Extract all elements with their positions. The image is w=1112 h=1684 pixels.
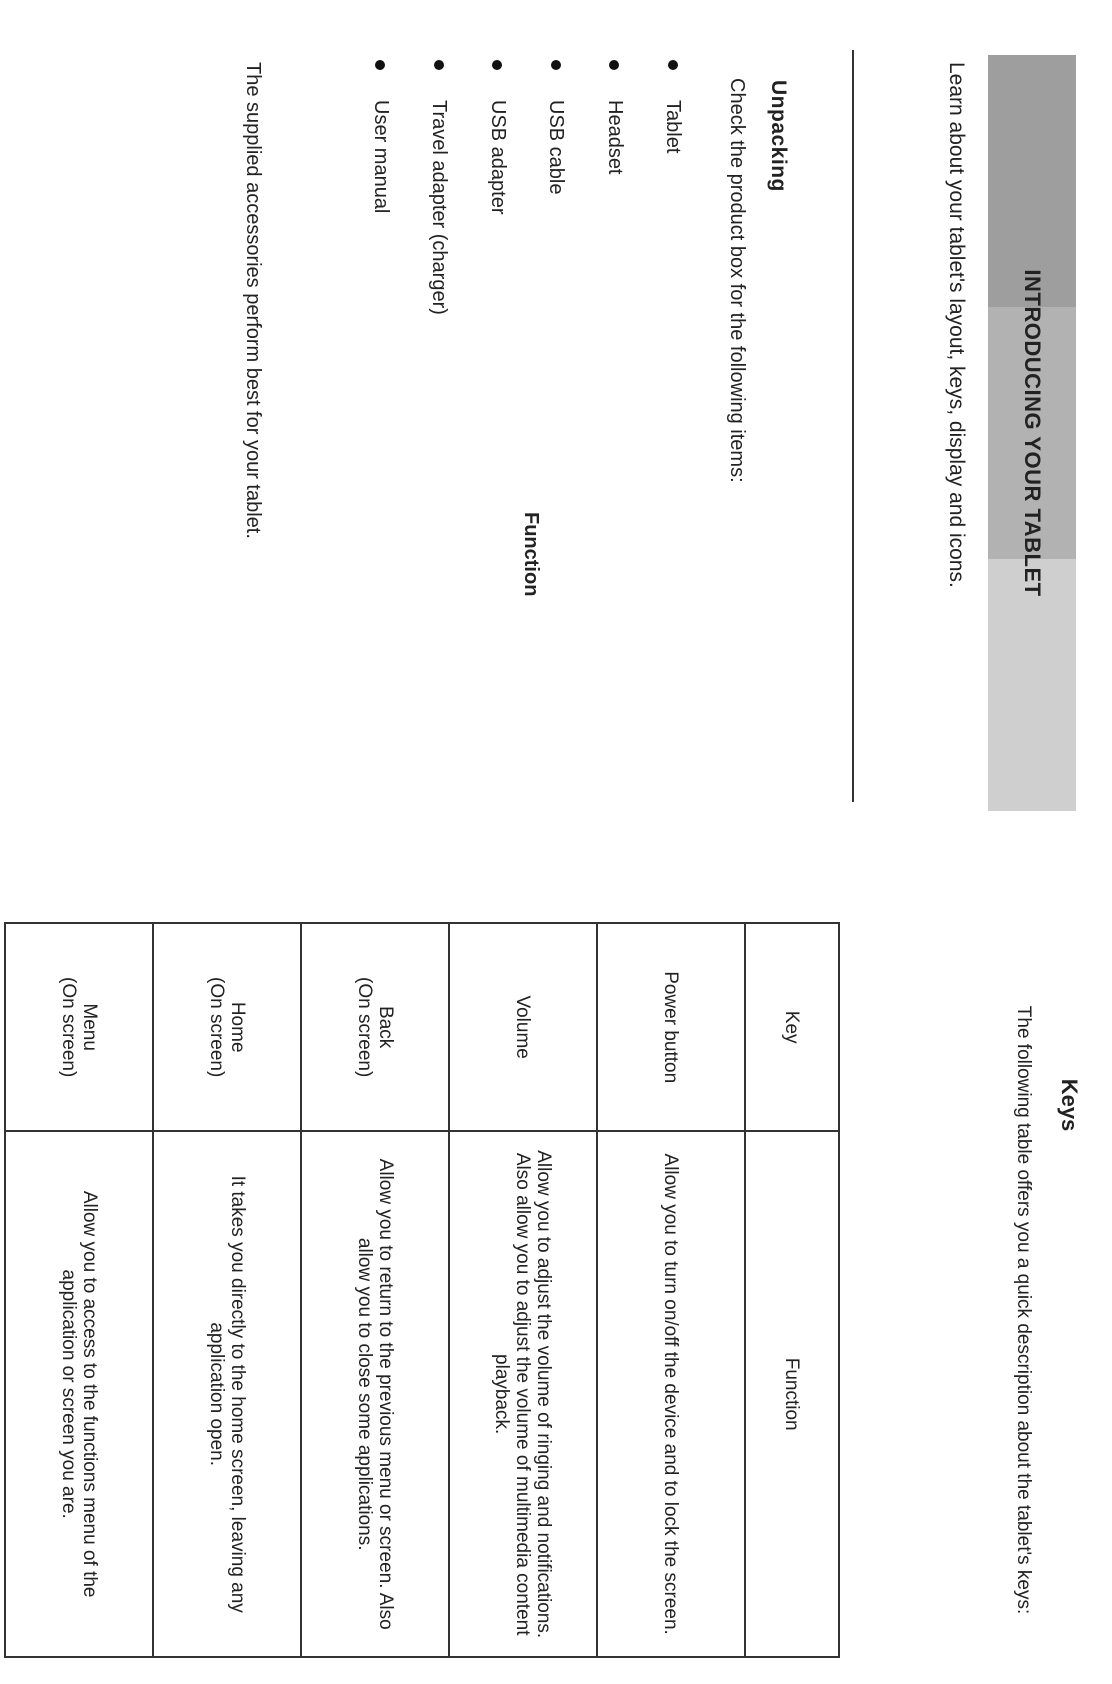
list-item — [351, 60, 410, 315]
unpacking-intro: Check the product box for the following items: — [726, 78, 748, 483]
bullet-icon — [609, 60, 619, 70]
list-item-label: Tablet — [662, 100, 685, 154]
keys-heading: Keys — [1057, 1078, 1082, 1132]
bullet-icon — [668, 60, 678, 70]
key-note: (On screen) — [354, 977, 375, 1078]
column-header-function: Function — [745, 1131, 839, 1657]
list-item-label: User manual — [369, 100, 392, 214]
key-name: Menu — [79, 1003, 100, 1051]
key-name: Power button — [660, 971, 682, 1084]
bullet-icon — [434, 60, 444, 70]
function-cell: It takes you directly to the home screen, leaving any application open. — [153, 1131, 301, 1657]
list-item — [585, 60, 644, 315]
unpacking-items-list — [351, 60, 702, 315]
intro-text: Learn about your tablet's layout, keys, display and icons. — [945, 62, 968, 588]
table-header-row — [745, 923, 839, 1657]
key-name: Back — [375, 1006, 396, 1049]
key-name: Home — [227, 1001, 248, 1053]
function-cell: Allow you to turn on/off the device and to lock the screen. — [597, 1131, 745, 1657]
bullet-icon — [551, 60, 561, 70]
key-cell — [5, 923, 153, 1131]
unpacking-heading: Unpacking — [767, 80, 790, 192]
keys-intro: The following table offers you a quick description about the tablet's keys: — [1013, 1005, 1034, 1615]
table-row — [5, 923, 153, 1657]
list-item-label: Travel adapter (charger) — [428, 100, 451, 315]
list-item-label: USB cable — [545, 100, 568, 195]
key-cell — [449, 923, 597, 1131]
bullet-icon — [492, 60, 502, 70]
key-note: (On screen) — [58, 977, 79, 1078]
list-item — [468, 60, 527, 315]
closing-text: The supplied accessories perform best for your tablet. — [242, 62, 264, 539]
table-row — [597, 923, 745, 1657]
header-banner — [988, 55, 1076, 811]
page-title: INTRODUCING YOUR TABLET — [1020, 269, 1045, 597]
list-item — [410, 60, 469, 315]
function-cell: Allow you to adjust the volume of ringing and notifications. Also allow you to adjust the volume of multimedia content playback. — [449, 1131, 597, 1657]
table-row — [301, 923, 449, 1657]
list-item-label: Headset — [603, 100, 626, 175]
function-cell: Allow you to access to the functions menu of the application or screen you are. — [5, 1131, 153, 1657]
table-row — [153, 923, 301, 1657]
key-cell — [597, 923, 745, 1131]
key-name: Volume — [512, 995, 534, 1059]
key-cell — [153, 923, 301, 1131]
list-item — [644, 60, 703, 315]
column-header-key: Key — [745, 923, 839, 1131]
list-item-label: USB adapter — [486, 100, 509, 215]
function-cell: Allow you to return to the previous menu or screen. Also allow you to close some applications. — [301, 1131, 449, 1657]
table-row — [449, 923, 597, 1657]
list-item — [527, 60, 586, 315]
key-cell — [301, 923, 449, 1131]
key-note: (On screen) — [206, 977, 227, 1078]
function-label: Function — [520, 512, 542, 597]
bullet-icon — [375, 60, 385, 70]
divider — [852, 50, 854, 802]
keys-table — [4, 922, 840, 1658]
